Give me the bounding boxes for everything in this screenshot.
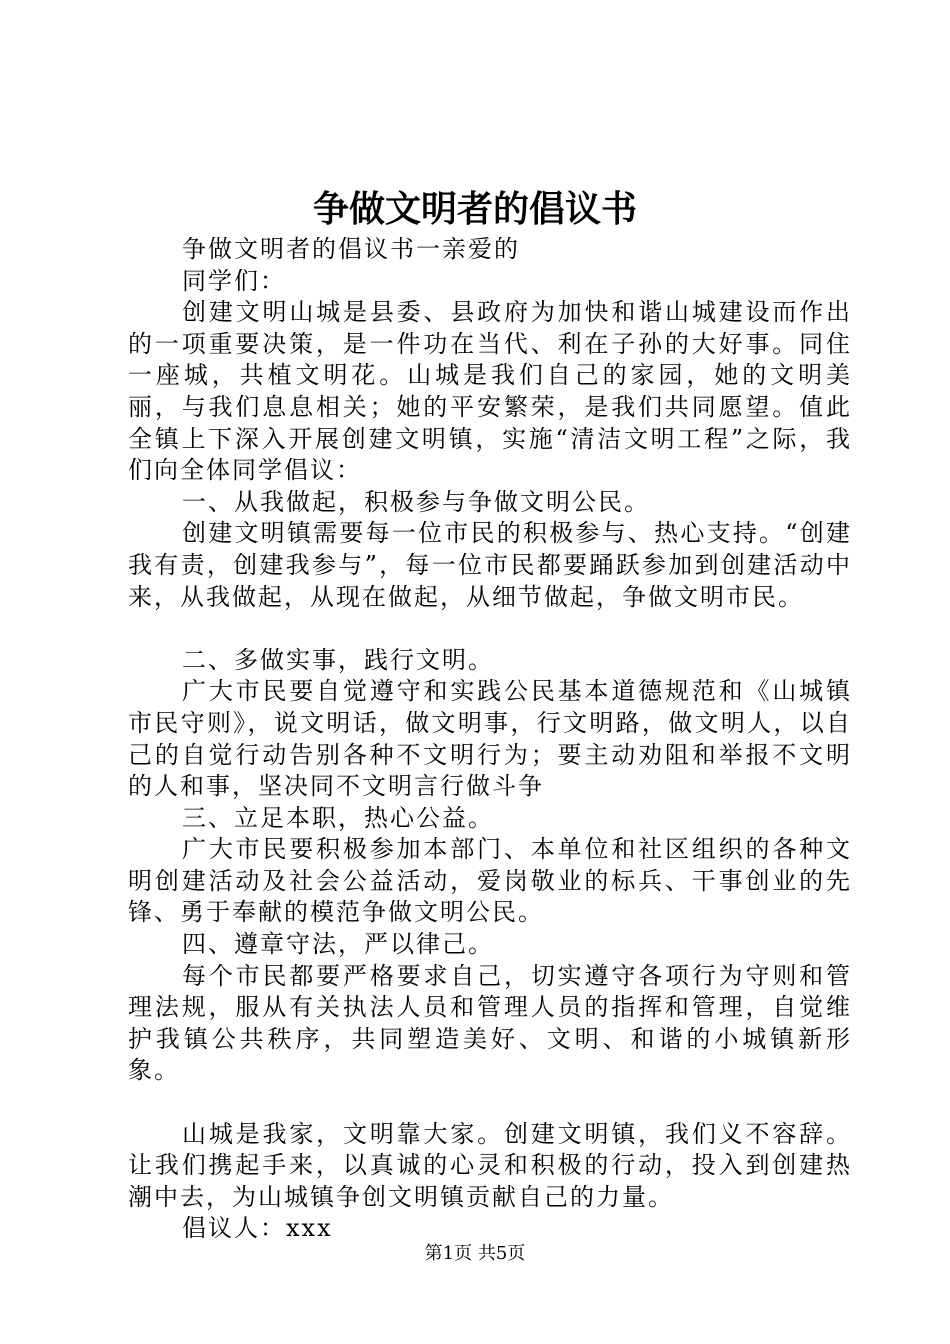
section-heading-1: 一、从我做起，积极参与争做文明公民。: [182, 487, 650, 516]
section-paragraph-3: 广大市民要积极参加本部门、本单位和社区组织的各种文明创建活动及社会公益活动，爱岗敬业的标兵、干事创业的先锋、勇于奉献的模范争做文明公民。: [128, 835, 852, 927]
section-paragraph-1: 创建文明镇需要每一位市民的积极参与、热心支持。“创建我有责，创建我参与”，每一位市民都要踊跃参加到创建活动中来，从我做起，从现在做起，从细节做起，争做文明市民。: [128, 519, 852, 611]
salutation: 同学们：: [182, 266, 286, 295]
document-title: 争做文明者的倡议书: [312, 188, 637, 230]
page-footer: 第1页 共5页: [424, 1243, 526, 1264]
signature-line: 倡议人：xxx: [182, 1214, 333, 1243]
section-heading-4: 四、遵章守法，严以律己。: [182, 930, 494, 959]
section-paragraph-2: 广大市民要自觉遵守和实践公民基本道德规范和《山城镇市民守则》，说文明话，做文明事，行文明路，做文明人，以自己的自觉行动告别各种不文明行为；要主动劝阻和举报不文明的人和事，坚决同不文明言行做斗争: [128, 677, 852, 801]
closing-paragraph: 山城是我家，文明靠大家。创建文明镇，我们义不容辞。让我们携起手来，以真诚的心灵和积极的行动，投入到创建热潮中去，为山城镇争创文明镇贡献自己的力量。: [128, 1119, 852, 1211]
section-paragraph-4: 每个市民都要严格要求自己，切实遵守各项行为守则和管理法规，服从有关执法人员和管理人员的指挥和管理，自觉维护我镇公共秩序，共同塑造美好、文明、和谐的小城镇新形象。: [128, 961, 852, 1085]
intro-paragraph: 创建文明山城是县委、县政府为加快和谐山城建设而作出的一项重要决策，是一件功在当代、利在子孙的大好事。同住一座城，共植文明花。山城是我们自己的家园，她的文明美丽，与我们息息相关；她的平安繁荣，是我们共同愿望。值此全镇上下深入开展创建文明镇，实施“清洁文明工程”之际，我们向全体同学倡议：: [128, 298, 852, 485]
greeting-line: 争做文明者的倡议书一亲爱的: [182, 235, 520, 263]
document-body: [128, 234, 852, 1245]
section-heading-3: 三、立足本职，热心公益。: [182, 803, 494, 832]
section-heading-2: 二、多做实事，践行文明。: [182, 645, 494, 674]
